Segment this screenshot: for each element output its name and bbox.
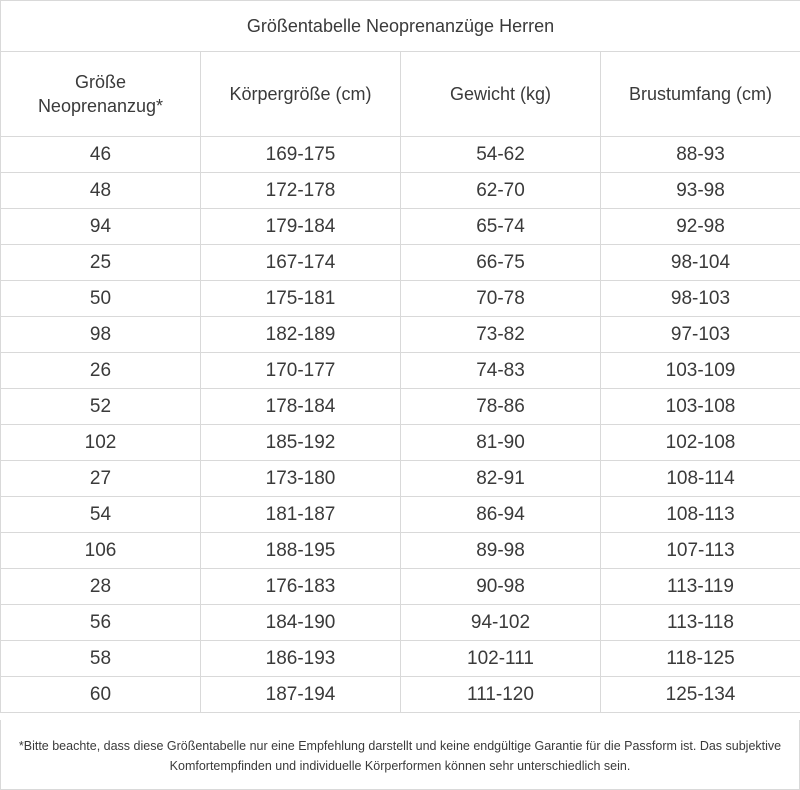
title-row <box>1 1 800 52</box>
cell-chest: 103-109 <box>601 353 800 389</box>
cell-weight: 89-98 <box>401 533 601 569</box>
table-row <box>1 461 800 497</box>
cell-size: 52 <box>1 389 201 425</box>
cell-height: 186-193 <box>201 641 401 677</box>
cell-height: 188-195 <box>201 533 401 569</box>
table-row <box>1 569 800 605</box>
cell-size: 25 <box>1 245 201 281</box>
header-weight: Gewicht (kg) <box>401 52 601 137</box>
table-row <box>1 605 800 641</box>
cell-height: 176-183 <box>201 569 401 605</box>
cell-size: 54 <box>1 497 201 533</box>
table-row <box>1 209 800 245</box>
header-chest: Brustumfang (cm) <box>601 52 800 137</box>
cell-weight: 94-102 <box>401 605 601 641</box>
cell-height: 185-192 <box>201 425 401 461</box>
header-size <box>1 52 201 137</box>
table-row <box>1 353 800 389</box>
cell-chest: 108-113 <box>601 497 800 533</box>
footnote-line1: *Bitte beachte, dass diese Größentabelle nur eine Empfehlung darstellt und keine endgültige Garantie für die Passform ist. Das subjektive <box>18 739 782 753</box>
cell-height: 169-175 <box>201 137 401 173</box>
cell-weight: 81-90 <box>401 425 601 461</box>
footnote-line2: Komfortempfinden und individuelle Körperformen können sehr unterschiedlich sein. <box>169 759 631 773</box>
cell-weight: 90-98 <box>401 569 601 605</box>
table-row <box>1 137 800 173</box>
cell-weight: 102-111 <box>401 641 601 677</box>
cell-chest: 125-134 <box>601 677 800 713</box>
cell-weight: 111-120 <box>401 677 601 713</box>
table-row <box>1 281 800 317</box>
cell-size: 94 <box>1 209 201 245</box>
table-row <box>1 173 800 209</box>
cell-size: 60 <box>1 677 201 713</box>
cell-height: 181-187 <box>201 497 401 533</box>
cell-size: 50 <box>1 281 201 317</box>
header-size-line1: Größe <box>74 72 126 92</box>
cell-height: 167-174 <box>201 245 401 281</box>
cell-size: 48 <box>1 173 201 209</box>
cell-chest: 103-108 <box>601 389 800 425</box>
header-size-line2: Neoprenanzug* <box>37 96 164 116</box>
cell-chest: 93-98 <box>601 173 800 209</box>
cell-size: 26 <box>1 353 201 389</box>
cell-chest: 98-103 <box>601 281 800 317</box>
cell-size: 27 <box>1 461 201 497</box>
cell-weight: 73-82 <box>401 317 601 353</box>
cell-chest: 107-113 <box>601 533 800 569</box>
cell-weight: 65-74 <box>401 209 601 245</box>
table-row <box>1 497 800 533</box>
cell-chest: 92-98 <box>601 209 800 245</box>
table-row <box>1 389 800 425</box>
cell-size: 106 <box>1 533 201 569</box>
cell-size: 56 <box>1 605 201 641</box>
table-row <box>1 677 800 713</box>
header-row <box>1 52 800 137</box>
cell-chest: 118-125 <box>601 641 800 677</box>
cell-height: 179-184 <box>201 209 401 245</box>
cell-weight: 86-94 <box>401 497 601 533</box>
cell-chest: 113-119 <box>601 569 800 605</box>
header-height: Körpergröße (cm) <box>201 52 401 137</box>
table-title: Größentabelle Neoprenanzüge Herren <box>1 1 800 52</box>
cell-size: 28 <box>1 569 201 605</box>
table-row <box>1 641 800 677</box>
cell-height: 170-177 <box>201 353 401 389</box>
cell-chest: 108-114 <box>601 461 800 497</box>
cell-size: 102 <box>1 425 201 461</box>
cell-weight: 62-70 <box>401 173 601 209</box>
cell-weight: 82-91 <box>401 461 601 497</box>
cell-weight: 74-83 <box>401 353 601 389</box>
table-row <box>1 425 800 461</box>
cell-height: 172-178 <box>201 173 401 209</box>
cell-weight: 78-86 <box>401 389 601 425</box>
cell-size: 98 <box>1 317 201 353</box>
table-row <box>1 245 800 281</box>
cell-chest: 88-93 <box>601 137 800 173</box>
cell-height: 178-184 <box>201 389 401 425</box>
cell-weight: 66-75 <box>401 245 601 281</box>
cell-height: 184-190 <box>201 605 401 641</box>
cell-size: 46 <box>1 137 201 173</box>
cell-chest: 97-103 <box>601 317 800 353</box>
cell-chest: 102-108 <box>601 425 800 461</box>
cell-weight: 70-78 <box>401 281 601 317</box>
cell-weight: 54-62 <box>401 137 601 173</box>
footnote <box>0 720 800 790</box>
cell-chest: 98-104 <box>601 245 800 281</box>
table-row <box>1 317 800 353</box>
cell-height: 187-194 <box>201 677 401 713</box>
table-row <box>1 533 800 569</box>
cell-height: 182-189 <box>201 317 401 353</box>
cell-chest: 113-118 <box>601 605 800 641</box>
cell-size: 58 <box>1 641 201 677</box>
cell-height: 173-180 <box>201 461 401 497</box>
cell-height: 175-181 <box>201 281 401 317</box>
